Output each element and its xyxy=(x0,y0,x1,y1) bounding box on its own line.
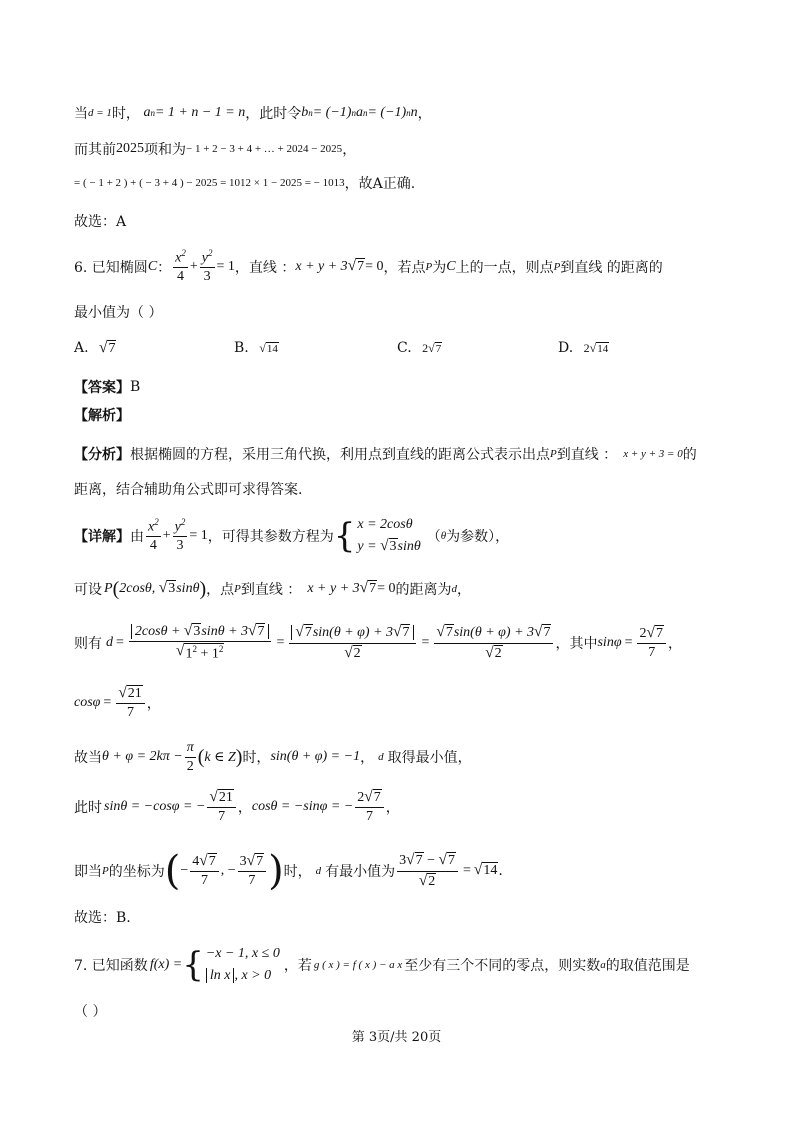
fenxi-line-2 xyxy=(74,478,723,500)
question-6-line-1: 6. 已知椭圆 C ： $\frac{x^2}{4}$ + $\frac{y^2}{3}$ = 1 ，直线 ： x + y + 3 √ 7 = 0 ，若点 P 为 C 上的一点，则点 P 到直线 的距离的 xyxy=(74,248,663,285)
distance-fraction-2: √ 7 sin(θ + φ) + 3 √ 7 √ 2 xyxy=(289,624,416,661)
text: 上的一点，则点 xyxy=(455,260,554,276)
fraction: $\frac{x^2}{4}$ xyxy=(175,248,186,285)
math: d xyxy=(378,751,384,763)
math: b xyxy=(301,105,309,120)
text: 时， xyxy=(111,106,140,122)
option-b xyxy=(234,340,279,356)
math: g ( x ) = f ( x ) − a x xyxy=(313,959,403,971)
fraction: $\frac{y^2}{3}$ xyxy=(174,517,186,554)
text: . xyxy=(498,863,503,879)
math: x + y + 3 xyxy=(307,581,360,596)
sqrt: √ 7 xyxy=(359,579,377,597)
text: 7. 已知函数 xyxy=(74,958,148,974)
fraction: $\frac{y^2}{3}$ xyxy=(201,248,213,285)
text: 项和为 xyxy=(144,142,186,158)
sqrt: √ 14 xyxy=(589,341,609,355)
sqrt: √ 7 xyxy=(428,341,442,355)
fraction: $\frac{\pi}{2}$ xyxy=(186,740,194,774)
math: a xyxy=(600,959,606,971)
math: = ( − 1 + 2 ) + ( − 3 + 4 ) − 2025 = 1012 × 1 − 2025 = − 1013 xyxy=(74,177,345,189)
fraction: √ 21 7 xyxy=(116,685,144,720)
question-6-line-2 xyxy=(74,301,723,323)
math: = (−1) xyxy=(367,105,407,120)
math: a xyxy=(143,105,151,120)
text: ，其中 xyxy=(555,636,598,652)
solution-line-2: 则有 d = 2cosθ + √ 3 sinθ + 3 √ 7 √ $1^2 + 1^2$ = √ 7 sin(θ + φ) + 3 √ 7 √ 2 = √ 7 sin(θ + φ) + 3 √ 7 √ 2 ，其中 sinφ = 2 √ 7 7 ， xyxy=(74,622,682,662)
math: P xyxy=(550,448,557,460)
fraction: 2 √ 7 7 xyxy=(355,789,383,824)
text-line-3 xyxy=(74,172,723,194)
sqrt: √ 7 xyxy=(347,257,365,275)
text: 故选：A xyxy=(74,214,127,230)
text: 时， xyxy=(242,750,271,766)
text: 为 xyxy=(432,260,447,276)
option-label: A. xyxy=(74,340,89,356)
math: C xyxy=(147,259,158,274)
math: C xyxy=(446,259,456,274)
option-d: D. 2 √ 14 xyxy=(558,340,609,356)
text: 故当 xyxy=(74,750,102,766)
solution-line-6: 即当 P 的坐标为 ( − 4 √ 7 7 , − 3 √ 7 7 ) 时， d 有最小值为 3 √ 7 − √ 7 √ 2 = √ 14 . xyxy=(74,848,503,894)
math: P xyxy=(553,261,561,273)
text: 则有 xyxy=(74,636,102,652)
text: ， xyxy=(385,800,400,816)
math: P xyxy=(234,583,241,595)
answer-label: 【答案】 xyxy=(74,380,130,396)
distance-fraction-1: 2cosθ + √ 3 sinθ + 3 √ 7 √ $1^2 + 1^2$ xyxy=(129,623,272,663)
math: d xyxy=(451,583,457,595)
option-label: D. xyxy=(558,340,574,356)
piecewise-function: −x − 1, x ≤ 0 ln x , x > 0 xyxy=(205,945,280,983)
solution-line-5: 此时 sinθ = −cosφ = − √ 21 7 ， cosθ = −sinφ = − 2 √ 7 7 ， xyxy=(74,788,400,825)
fraction: 2 √ 7 7 xyxy=(637,625,665,660)
math: d xyxy=(315,865,322,877)
text: 当 xyxy=(74,106,88,122)
text: 有最小值为 xyxy=(325,864,396,880)
option-label: B. xyxy=(234,340,249,356)
math: x + y + 3 xyxy=(295,259,348,274)
text: 距离，结合辅助角公式即可求得答案. xyxy=(74,482,303,498)
math: = 1 + n − 1 = n xyxy=(154,105,246,120)
text: 6. 已知椭圆 xyxy=(74,260,148,276)
text: 的 xyxy=(682,447,697,463)
answer-line xyxy=(74,376,723,398)
text-line-4 xyxy=(74,210,723,232)
text: 取得最小值， xyxy=(387,750,472,766)
math: P xyxy=(102,865,109,877)
option-a xyxy=(74,340,116,357)
sqrt: √ 7 xyxy=(99,339,116,356)
text: ， xyxy=(417,106,432,122)
solution-line-3: cosφ = √ 21 7 ， xyxy=(74,684,161,721)
math: a xyxy=(355,105,363,120)
math: 2025 xyxy=(116,141,144,156)
text: 为参数）， xyxy=(446,529,510,545)
text: 而其前 xyxy=(74,142,116,158)
text: （ xyxy=(426,529,441,545)
text: （ ） xyxy=(74,1004,107,1020)
math: = 0 xyxy=(365,259,384,274)
option-label: C. xyxy=(397,340,412,356)
solution-conclusion xyxy=(74,906,723,928)
text: ，若 xyxy=(283,958,312,974)
question-7-line-1: 7. 已知函数 f(x) = { −x − 1, x ≤ 0 ln x , x > 0 ，若 g ( x ) = f ( x ) − a x 至少有三个不同的零点，则实数 a 的取值范围是 xyxy=(74,938,723,992)
fraction: 3 √ 7 7 xyxy=(238,853,266,888)
xiangjie-line-1: 【详解】 由 $\frac{x^2}{4}$ + $\frac{y^2}{3}$ = 1 ，可得其参数方程为 { x = 2cosθ y = √ 3 sinθ （ θ 为参数）， xyxy=(74,510,723,562)
text: 故选：B. xyxy=(74,910,131,926)
solution-line-1: 可设 P ( 2cosθ, √ 3 sinθ ) ，点 P 到直线 ： x + y + 3 √ 7 = 0 的距离为 d ， xyxy=(74,577,471,600)
text: ， xyxy=(457,582,471,598)
answer-value: B xyxy=(130,379,141,395)
text: 到直线 ： xyxy=(556,447,618,463)
math: − 1 + 2 − 3 + 4 + … + 2024 − 2025 xyxy=(186,143,343,155)
text: ， xyxy=(360,750,375,766)
text: ，若点 xyxy=(383,260,426,276)
math: = 0 xyxy=(377,581,396,596)
distance-fraction-3: √ 7 sin(θ + φ) + 3 √ 7 √ 2 xyxy=(434,624,553,661)
math: θ xyxy=(440,530,447,542)
text: ， xyxy=(237,800,252,816)
solution-line-4: 故当 θ + φ = 2kπ − $\frac{\pi}{2}$ ( k ∈ Z ) 时， sin(θ + φ) = −1 ， d 取得最小值， xyxy=(74,740,472,774)
text: ，直线 ： xyxy=(234,260,296,276)
fraction: $\frac{x^2}{4}$ xyxy=(148,517,159,554)
section-label: 【分析】 xyxy=(74,447,130,463)
math: = (−1) xyxy=(312,105,352,120)
text: 时， xyxy=(283,864,312,880)
analysis-heading xyxy=(74,404,723,426)
math: n xyxy=(410,105,418,120)
text: 到直线 ： xyxy=(240,582,302,598)
text: 的坐标为 xyxy=(108,864,165,880)
fraction: 4 √ 7 7 xyxy=(190,853,218,888)
section-label: 【解析】 xyxy=(74,408,130,424)
text: 此时 xyxy=(74,800,102,816)
math: x + y + 3 = 0 xyxy=(623,448,683,460)
text: 可设 xyxy=(74,582,102,598)
text: ， xyxy=(667,636,682,652)
fraction: 3 √ 7 − √ 7 √ 2 xyxy=(397,852,458,889)
question-7-line-2 xyxy=(74,1000,723,1022)
fraction: √ 21 7 xyxy=(207,789,235,824)
sqrt: √ 14 xyxy=(259,341,278,355)
text-line-2 xyxy=(74,138,723,160)
text: ，此时令 xyxy=(245,106,302,122)
text: 的距离为 xyxy=(395,582,452,598)
text: ，点 xyxy=(206,582,235,598)
text: ，可得其参数方程为 xyxy=(207,529,334,545)
sqrt: √ 14 xyxy=(473,861,498,879)
text: 最小值为（ ） xyxy=(74,305,163,321)
text: ： xyxy=(157,260,172,276)
option-c: C. 2 √ 7 xyxy=(397,340,442,356)
math: d = 1 xyxy=(88,107,112,119)
text: ，故A正确. xyxy=(344,176,416,192)
text: ， xyxy=(342,142,357,158)
text-line-1: 当 d = 1 时， a n = 1 + n − 1 = n ，此时令 b n = (−1) n a n = (−1) n n ， xyxy=(74,105,432,122)
text: 即当 xyxy=(74,864,102,880)
text: 由 xyxy=(130,529,144,545)
text: 至少有三个不同的零点，则实数 xyxy=(404,958,601,974)
math: P xyxy=(425,261,433,273)
text: 的取值范围是 xyxy=(605,958,690,974)
text: 根据椭圆的方程，采用三角代换，利用点到直线的距离公式表示出点 xyxy=(130,447,550,463)
parametric-equation: x = 2cosθ y = √ 3 sinθ xyxy=(357,516,421,554)
text: 到直线 的距离的 xyxy=(560,260,663,276)
fenxi-line-1 xyxy=(74,442,723,466)
page-footer: 第 3页/共 20页 xyxy=(351,1030,442,1045)
section-label: 【详解】 xyxy=(74,529,130,545)
